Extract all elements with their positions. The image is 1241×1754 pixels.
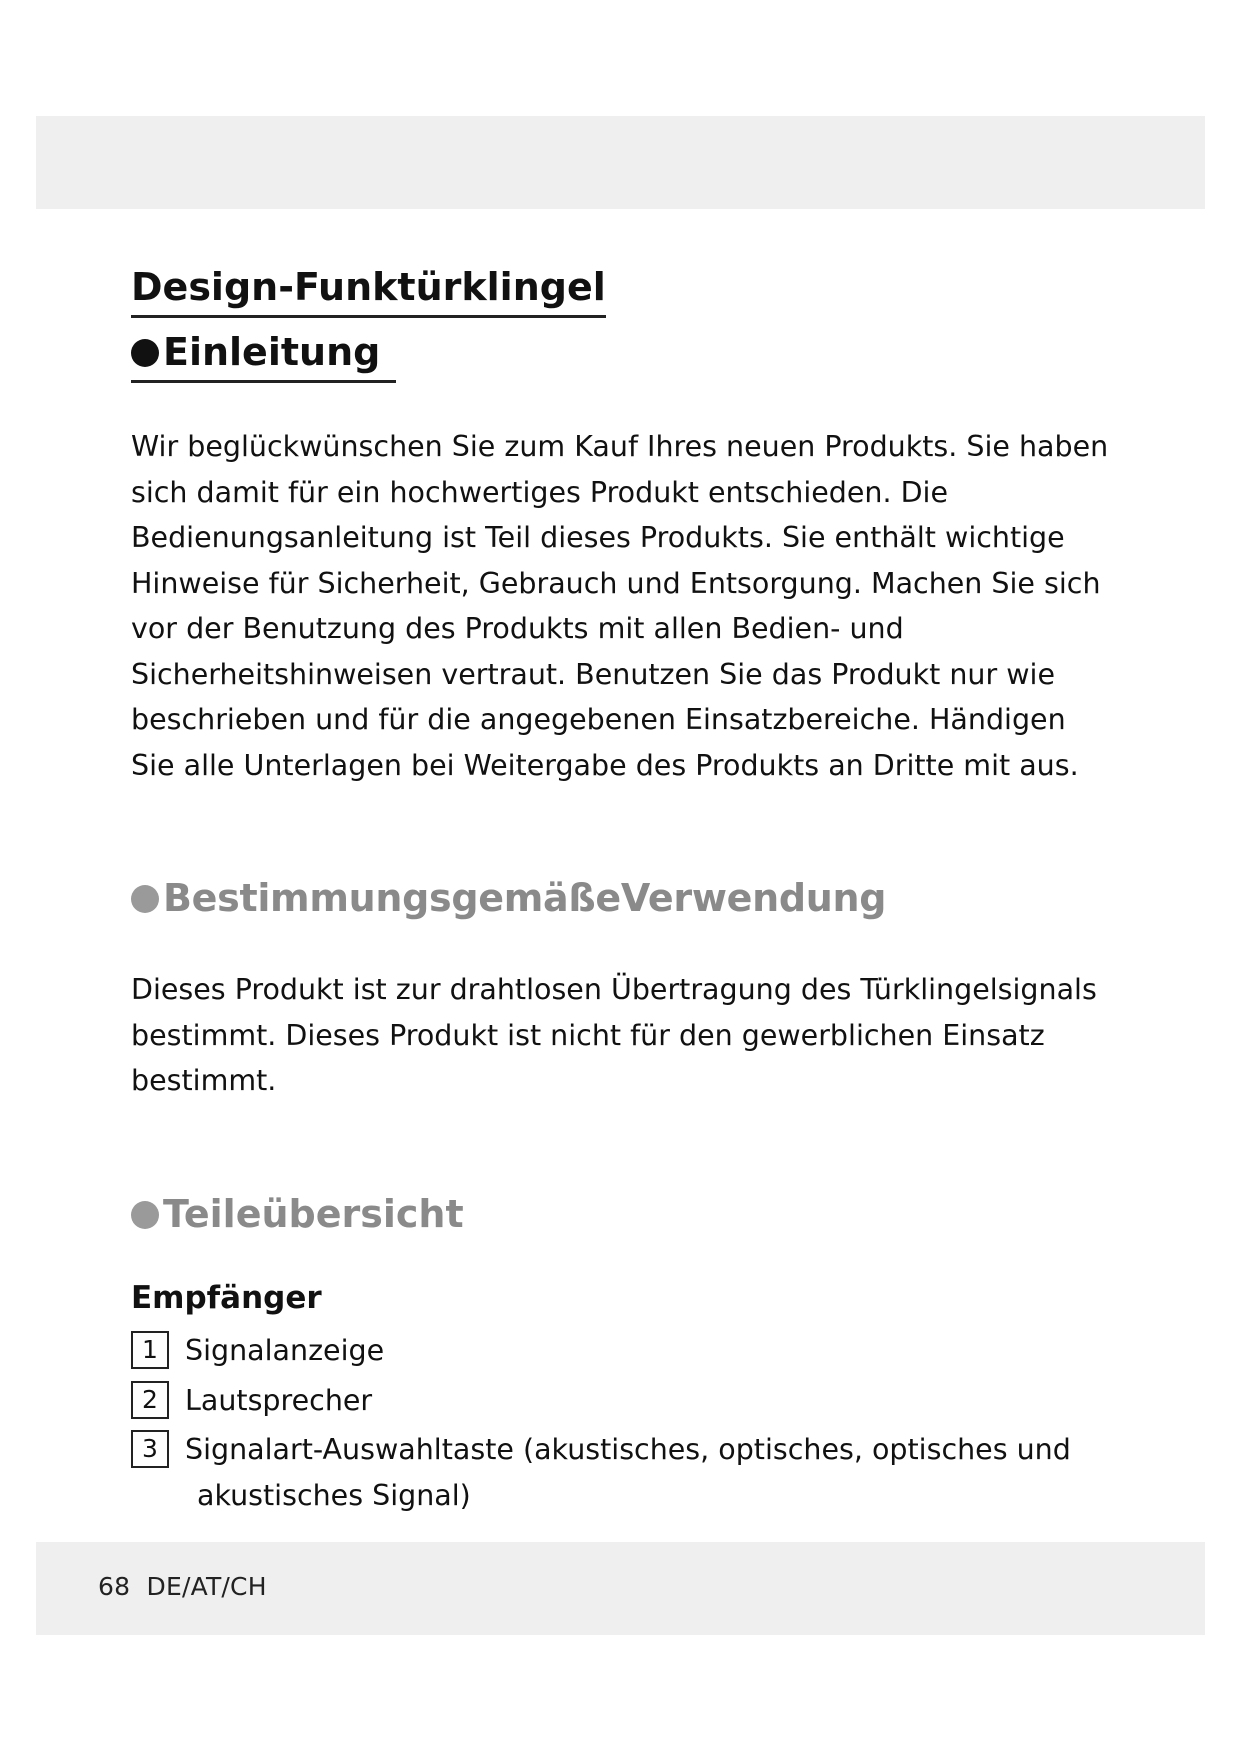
footer-band xyxy=(36,1542,1205,1635)
intended-use-paragraph: Dieses Produkt ist zur drahtlosen Übertragung des Türklingelsignals bestimmt. Dieses Produkt ist nicht für den gewerblichen Einsatz bestimmt. xyxy=(131,973,1097,1097)
list-item xyxy=(131,1378,1111,1424)
part-label: Signalart-Auswahltaste (akustisches, optisches, optisches und akustisches Signal) xyxy=(185,1433,1071,1512)
part-label: Signalanzeige xyxy=(185,1334,385,1367)
list-item xyxy=(131,1328,1111,1374)
part-label: Lautsprecher xyxy=(185,1383,373,1417)
list-item xyxy=(131,1427,1111,1518)
bullet-dot-icon xyxy=(131,1201,159,1229)
section-heading-intended-use xyxy=(131,876,886,922)
section-heading-label: BestimmungsgemäßeVerwendung xyxy=(163,876,887,920)
part-number-box: 1 xyxy=(131,1331,169,1369)
bullet-dot-icon xyxy=(131,885,159,913)
region-label: DE/AT/CH xyxy=(146,1572,267,1601)
bullet-dot-icon xyxy=(131,339,159,367)
parts-subheading-receiver: Empfänger xyxy=(131,1280,322,1316)
intro-paragraph: Wir beglückwünschen Sie zum Kauf Ihres neuen Produkts. Sie haben sich damit für ein hochwertiges Produkt entschieden. Die Bedienungsanleitung ist Teil dieses Produkts. Sie enthält wichtige Hinweise für Sicherheit, Gebrauch und Entsorgung. Machen Sie sich vor der Benutzung des Produkts mit allen Bedien- und Sicherheitshinweisen vertraut. Benutzen Sie das Produkt nur wie beschrieben und für die angegebenen Einsatzbereiche. Händigen Sie alle Unterlagen bei Weitergabe des Produkts an Dritte mit aus. xyxy=(131,430,1109,782)
section-heading-einleitung xyxy=(131,330,396,383)
footer-text xyxy=(98,1572,267,1601)
part-number-box: 2 xyxy=(131,1381,169,1419)
part-number-box: 3 xyxy=(131,1430,169,1468)
parts-list xyxy=(131,1328,1111,1522)
document-title: Design-Funktürklingel xyxy=(131,265,606,318)
section-heading-label: Teileübersicht xyxy=(163,1192,464,1236)
section-heading-parts-overview xyxy=(131,1192,464,1238)
section-heading-label: Einleitung xyxy=(163,330,381,374)
page-number: 68 xyxy=(98,1572,131,1601)
header-band xyxy=(36,116,1205,209)
